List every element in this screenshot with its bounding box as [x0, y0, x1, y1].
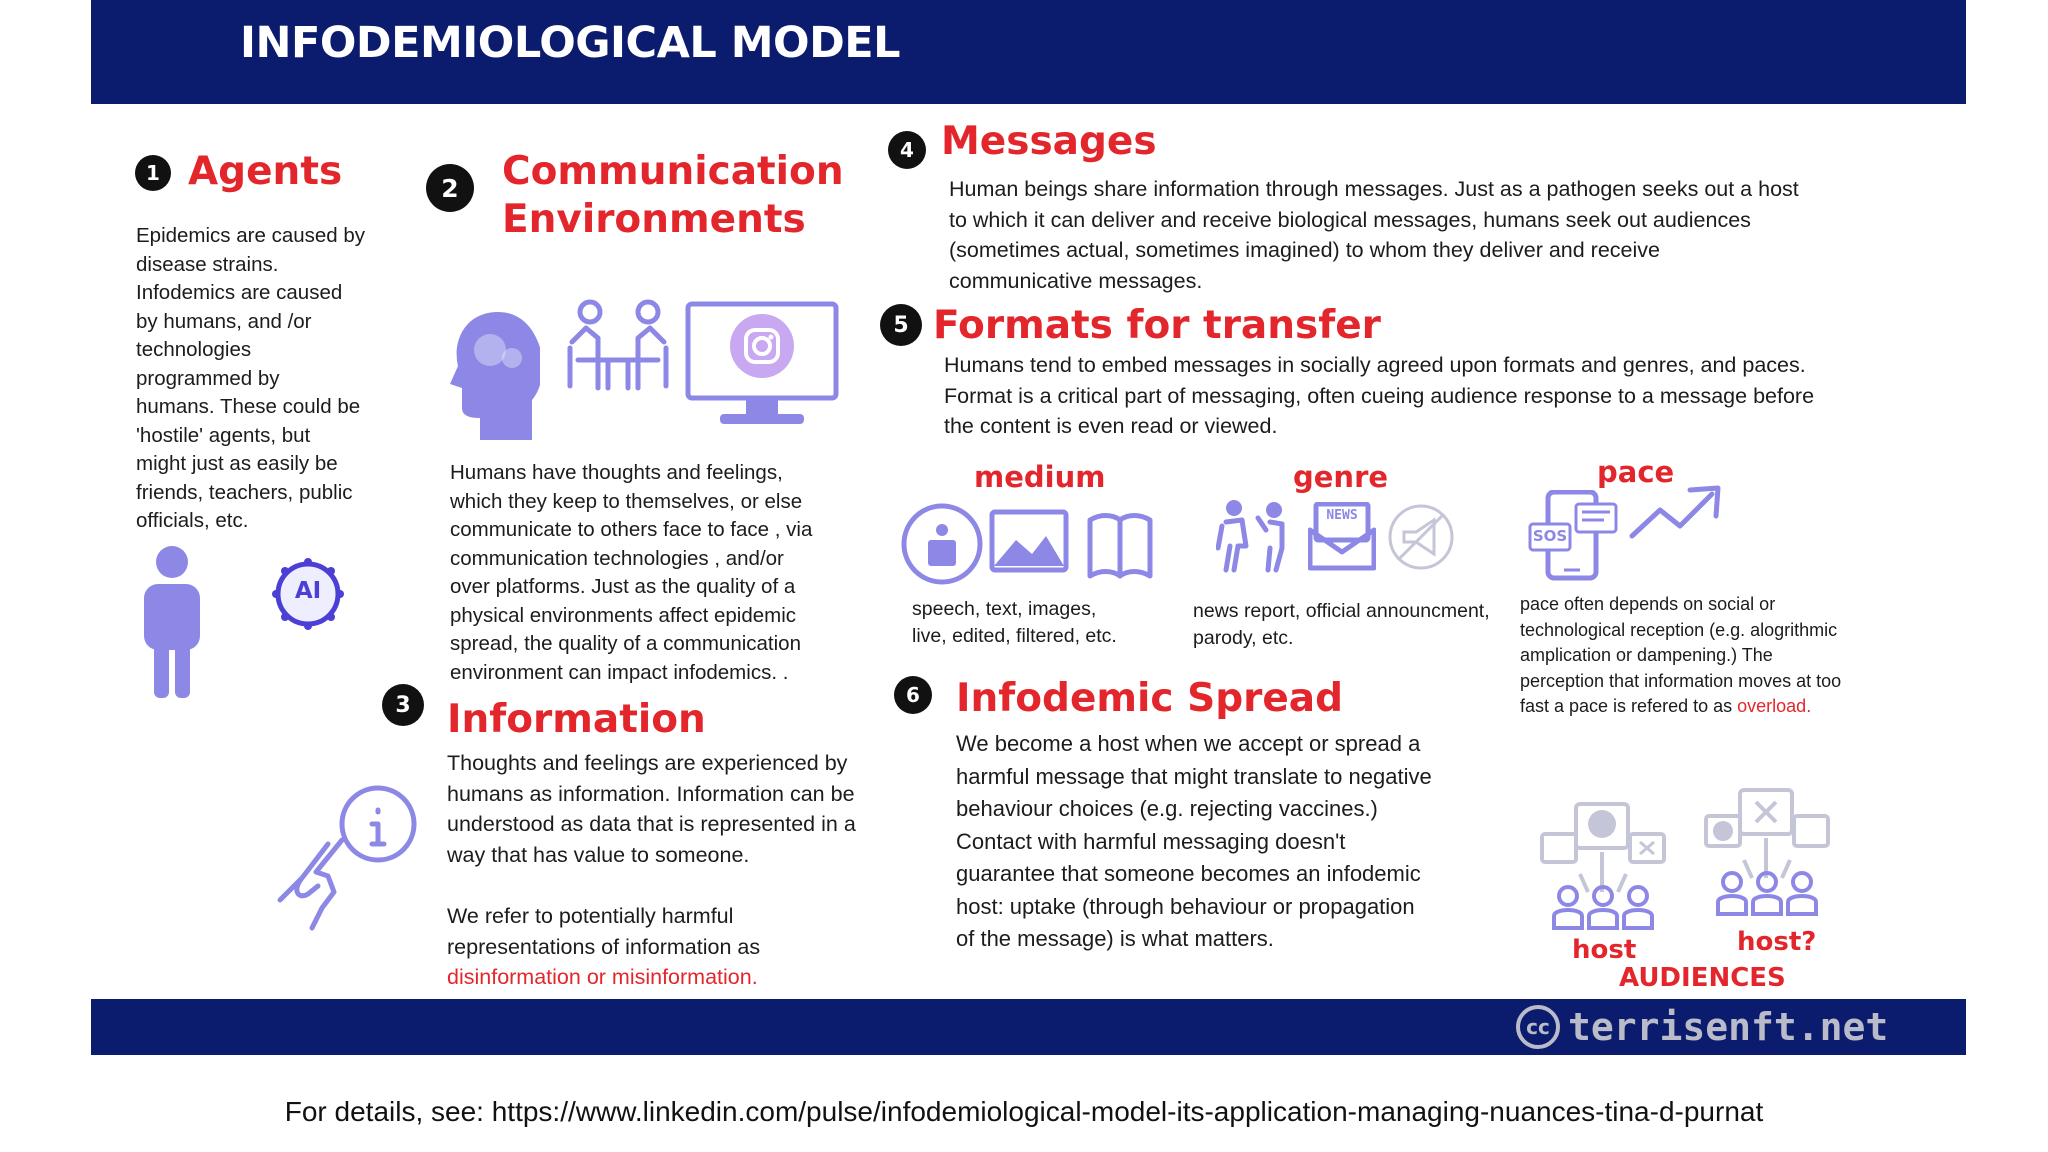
- host-question-audience-icon: [1704, 786, 1834, 918]
- host-audience-icon: [1540, 800, 1670, 932]
- communication-title: Communication Environments: [502, 149, 844, 242]
- watermark-text: terrisenft.net: [1568, 1005, 1889, 1049]
- spread-text: We become a host when we accept or spread a harmful message that might translate to negative behaviour choices (e.g. rejecting vaccines.) Contact with harmful messaging doesn't guarantee that someone becomes an infodemic host: uptake (through behaviour or propagation of the message) is what matters.: [956, 731, 1432, 951]
- ai-badge-label: AI: [294, 578, 322, 604]
- communication-text: Humans have thoughts and feelings, which they keep to themselves, or else communicate to others face to face , via communication technologies , and/or over platforms. Just as the quality of a physical environments affect epidemic spread, the quality of a communication environment can impact infodemics. .: [450, 461, 813, 684]
- section-number-2: 2: [426, 164, 474, 212]
- pace-label: pace: [1597, 455, 1675, 489]
- host-question-label: host?: [1737, 927, 1817, 957]
- sos-badge-label: SOS: [1532, 527, 1568, 545]
- genre-text: news report, official announcment, parody, etc.: [1193, 600, 1490, 649]
- sos-phone-icon: [1528, 490, 1620, 582]
- messages-title: Messages: [941, 119, 1157, 164]
- medium-label: medium: [974, 460, 1106, 494]
- details-link-text: For details, see: https://www.linkedin.com/pulse/infodemiological-model-its-application-managing-nuances-tina-d-purnat: [284, 1096, 1764, 1127]
- cc-icon: cc: [1516, 1005, 1560, 1049]
- spread-title: Infodemic Spread: [956, 676, 1344, 721]
- medium-icons: [900, 502, 1154, 586]
- person-icon: [136, 540, 208, 700]
- monitor-icon: [684, 300, 840, 428]
- disinformation-highlight: disinformation or misinformation.: [447, 965, 758, 989]
- medium-text: speech, text, images, live, edited, filtered, etc.: [912, 598, 1117, 647]
- section-number-1: 1: [135, 155, 171, 191]
- section-number-3: 3: [382, 684, 424, 726]
- page-title: INFODEMIOLOGICAL MODEL: [240, 18, 901, 68]
- information-title: Information: [447, 697, 706, 742]
- people-talking-icon: [1216, 490, 1296, 574]
- information-text: Thoughts and feelings are experienced by humans as information. Information can be understood as data that is represented in a way that has value to someone.: [447, 751, 856, 867]
- audiences-label: AUDIENCES: [1619, 963, 1786, 993]
- genre-label: genre: [1293, 460, 1389, 494]
- agents-text: Epidemics are caused by disease strains. Infodemics are caused by humans, and /or technologies programmed by humans. These could be 'hostile' agents, but might just as easily be friends, teachers, public officials, etc.: [136, 224, 366, 532]
- host-label: host: [1572, 935, 1637, 965]
- news-badge-label: NEWS: [1326, 508, 1358, 523]
- news-envelope-icon: [1308, 502, 1376, 572]
- watermark: [1516, 1001, 1888, 1053]
- face-to-face-icon: [564, 298, 672, 392]
- overload-highlight: overload.: [1737, 696, 1812, 716]
- touch-info-icon: [272, 782, 422, 932]
- agents-title: Agents: [188, 149, 343, 194]
- section-number-5: 5: [880, 304, 922, 346]
- messages-text: Human beings share information through messages. Just as a pathogen seeks out a host to which it can deliver and receive biological messages, humans seek out audiences (sometimes actual, sometimes imagined) to whom they deliver and receive communicative messages.: [949, 177, 1799, 293]
- ai-chip-icon: [272, 558, 344, 630]
- pace-text: pace often depends on social or technological reception (e.g. alogrithmic amplication or dampening.) The perception that information moves at too fast a pace is refered to as overload.: [1520, 594, 1842, 716]
- information-text-2: We refer to potentially harmful representations of information as disinformation or misinformation.: [447, 901, 907, 993]
- section-number-6: 6: [894, 676, 932, 714]
- formats-text: Humans tend to embed messages in socially agreed upon formats and genres, and paces. Format is a critical part of messaging, often cueing audience response to a message before the content is even read or viewed.: [944, 353, 1815, 438]
- formats-title: Formats for transfer: [933, 303, 1381, 348]
- brain-head-icon: [448, 300, 540, 442]
- megaphone-icon: [1386, 502, 1456, 572]
- trend-arrow-icon: [1628, 484, 1724, 542]
- section-number-4: 4: [888, 131, 926, 169]
